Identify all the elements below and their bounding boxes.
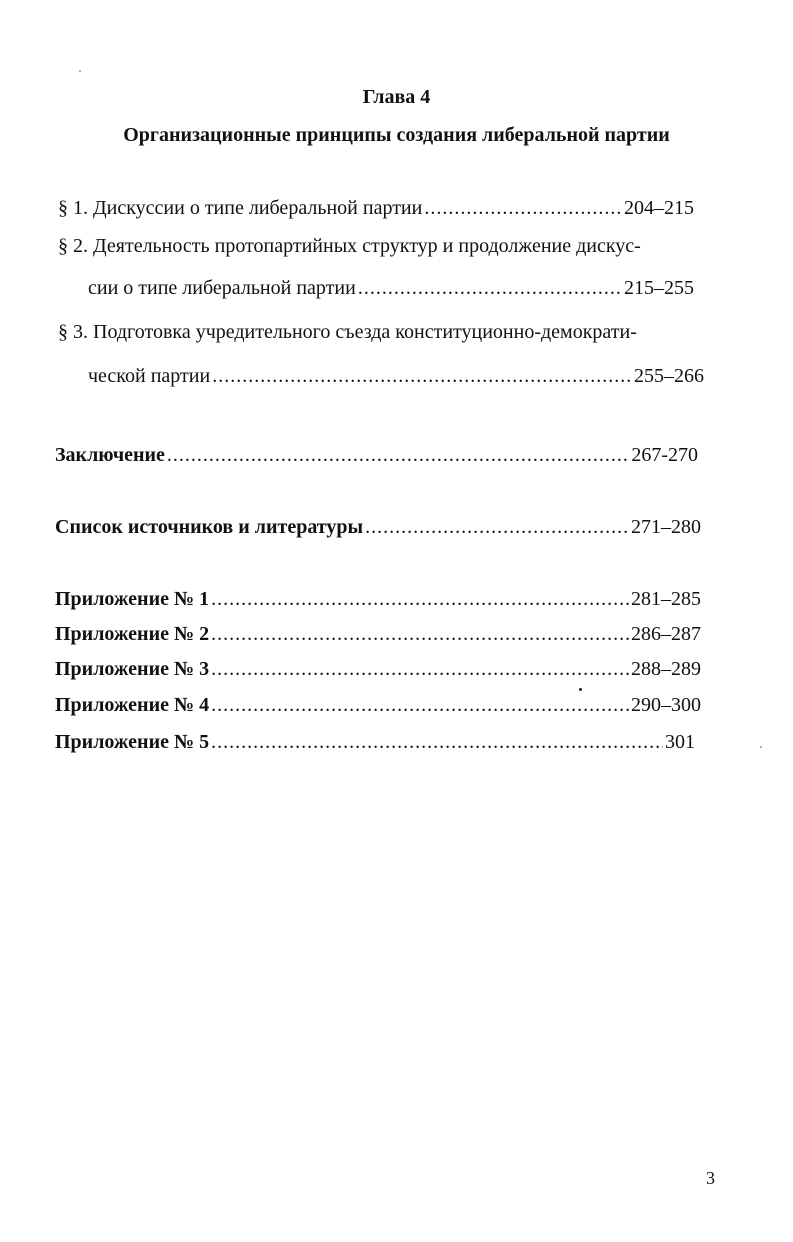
chapter-subtitle: Организационные принципы создания либеральной партии [123,124,670,146]
toc-entry-section-2-line1: § 2. Деятельность протопартийных структур и продолжение дискус- [58,235,641,257]
toc-entry-label: ческой партии [88,365,211,387]
toc-entry-pages: 204–215 [624,197,694,219]
toc-leader-dots [424,196,622,220]
page-number: 3 [706,1168,715,1188]
toc-entry-pages: 271–280 [631,516,701,538]
toc-entry-appendix-4 [55,693,701,717]
toc-entry-label: Приложение № 5 [55,731,210,753]
toc-entry-pages: 255–266 [634,365,704,387]
toc-entry-label: Приложение № 3 [55,658,210,680]
toc-entry-sources [55,515,701,539]
toc-entry-pages: 281–285 [631,588,701,610]
chapter-title: Глава 4 [362,86,431,108]
toc-entry-appendix-2 [55,622,701,646]
toc-leader-dots [211,730,663,754]
toc-entry-section-3-line1: § 3. Подготовка учредительного съезда конституционно-демократи- [58,321,637,343]
toc-entry-section-3 [88,364,704,388]
toc-leader-dots [211,657,629,681]
toc-leader-dots [358,276,622,300]
toc-leader-dots [365,515,629,539]
scan-speck [760,746,762,748]
toc-entry-label: Приложение № 2 [55,623,210,645]
scan-speck [579,688,582,691]
toc-entry-label: Заключение [55,444,165,466]
toc-entry-pages: 286–287 [631,623,701,645]
toc-entry-label: Приложение № 1 [55,588,210,610]
toc-leader-dots [211,622,629,646]
scan-speck [79,70,81,72]
toc-leader-dots [212,364,632,388]
toc-entry-section-1 [58,196,694,220]
toc-entry-label: § 1. Дискуссии о типе либеральной партии [58,197,423,219]
toc-leader-dots [211,587,629,611]
toc-entry-pages: 288–289 [631,658,701,680]
toc-entry-section-2 [88,276,694,300]
toc-leader-dots [167,443,629,467]
toc-entry-pages: 267-270 [631,444,698,466]
toc-entry-pages: 301 [665,731,695,753]
toc-entry-pages: 215–255 [624,277,694,299]
toc-entry-label: сии о типе либеральной партии [88,277,356,299]
toc-entry-appendix-1 [55,587,701,611]
toc-entry-conclusion [55,443,698,467]
toc-entry-pages: 290–300 [631,694,701,716]
toc-entry-appendix-5 [55,730,695,754]
toc-entry-label: Список источников и литературы [55,516,364,538]
toc-leader-dots [211,693,629,717]
toc-entry-appendix-3 [55,657,701,681]
toc-entry-label: Приложение № 4 [55,694,210,716]
